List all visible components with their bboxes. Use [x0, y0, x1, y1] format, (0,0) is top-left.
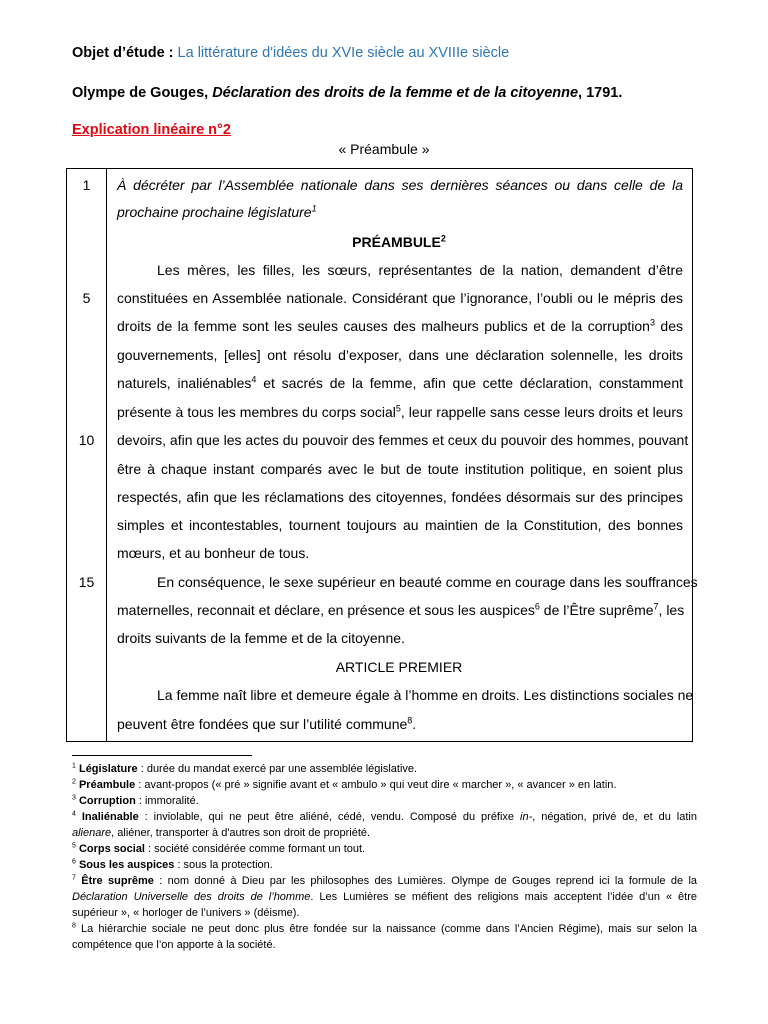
- text-span: .: [412, 716, 417, 732]
- text-table: [66, 168, 698, 742]
- footnote-text: : immoralité.: [135, 795, 199, 807]
- footnote-continued: [72, 890, 697, 905]
- footnote-line: [72, 810, 697, 825]
- footnote: [72, 778, 697, 793]
- text-line: [117, 317, 683, 335]
- footnote-text: . Les Lumières se méfient des religions mais acceptent l’idée d’un « être: [310, 891, 698, 903]
- text-span: , les: [658, 602, 685, 618]
- footnote-text: La hiérarchie sociale ne peut donc plus être fondée sur la naissance (comme dans l’Ancien Régime), mais sur selon la: [75, 923, 697, 935]
- footnote: [72, 842, 697, 857]
- text-line: être à chaque instant comparés avec le but de toute institution politique, en soient plus: [117, 461, 683, 477]
- footnote-separator: [72, 755, 252, 756]
- author-line: [72, 84, 622, 102]
- work-title: Déclaration des droits de la femme et de la citoyenne: [212, 85, 579, 101]
- text-span: droits de la femme sont les seules causes des malheurs publics et de la corruption: [117, 318, 650, 334]
- footnote-text: , négation, privé de, et du latin: [532, 811, 697, 823]
- objet-label: Objet d’étude :: [72, 45, 174, 61]
- text-span: prochaine prochaine législature: [117, 204, 312, 220]
- text-line: mœurs, et au bonheur de tous.: [117, 545, 310, 561]
- objet-etude: [72, 44, 509, 62]
- footnote: [72, 858, 697, 873]
- objet-value: La littérature d'idées du XVIe siècle au XVIIIe siècle: [177, 45, 510, 61]
- footnote-text: : durée du mandat exercé par une assemblée législative.: [137, 763, 418, 775]
- footnote-ref: 1: [311, 203, 317, 214]
- footnote: [72, 922, 697, 937]
- explication-title: Explication linéaire n°2: [72, 122, 231, 138]
- footnote-ref: 2: [440, 233, 446, 244]
- text-span: de l’Être suprême: [539, 602, 654, 618]
- footnote-number: 6: [72, 858, 76, 866]
- footnote-term: Corps social: [78, 843, 145, 855]
- footnote-line: [72, 922, 697, 937]
- footnote-text: : nom donné à Dieu par les philosophes des Lumières. Olympe de Gouges reprend ici la formule de la: [153, 875, 697, 887]
- text-line: respectés, afin que les réclamations des citoyennes, fondées désormais sur des principes: [117, 489, 683, 505]
- work-year: , 1791.: [578, 85, 623, 101]
- footnote: [72, 874, 697, 889]
- footnote-term: Inaliénable: [81, 811, 139, 823]
- footnote-ref: 3: [649, 317, 655, 328]
- text-line: À décréter par l’Assemblée nationale dans ses dernières séances ou dans celle de la: [117, 177, 683, 193]
- text-line: devoirs, afin que les actes du pouvoir des femmes et ceux du pouvoir des hommes, pouvant: [117, 432, 689, 448]
- text-line: Les mères, les filles, les sœurs, représentantes de la nation, demandent d’être: [157, 262, 683, 278]
- footnote-term: Corruption: [78, 795, 136, 807]
- footnote-ref: 8: [407, 715, 413, 726]
- footnote-number: 4: [72, 810, 76, 818]
- footnote-number: 8: [72, 922, 76, 930]
- footnote-number: 7: [72, 874, 76, 882]
- text-line: La femme naît libre et demeure égale à l’homme en droits. Les distinctions sociales ne: [157, 687, 694, 703]
- footnote-term: Être suprême: [81, 875, 154, 887]
- text-span: maternelles, reconnait et déclare, en présence et sous les auspices: [117, 602, 535, 618]
- text-line: [117, 374, 683, 392]
- text-line: En conséquence, le sexe supérieur en beauté comme en courage dans les souffrances: [157, 574, 698, 590]
- text-line: constituées en Assemblée nationale. Considérant que l’ignorance, l’oubli ou le mépris des: [117, 290, 683, 306]
- footnote-text: : inviolable, qui ne peut être aliéné, cédé, vendu. Composé du préfixe: [138, 811, 521, 823]
- text-line: droits suivants de la femme et de la citoyenne.: [117, 630, 405, 646]
- footnote-text: in-: [520, 811, 533, 823]
- footnote-text: , aliéner, transporter à d'autres son droit de propriété.: [111, 827, 371, 839]
- footnote-number: 3: [72, 794, 76, 802]
- preambule-heading: « Préambule »: [338, 141, 430, 157]
- text-span: présente à tous les membres du corps social: [117, 404, 396, 420]
- footnote-term: Législature: [78, 763, 138, 775]
- text-span: naturels, inaliénables: [117, 375, 252, 391]
- footnote-ref: 7: [653, 601, 659, 612]
- footnote-continued: [72, 826, 697, 841]
- text-line: gouvernements, [elles] ont résolu d’exposer, dans une déclaration solennelle, les droits: [117, 347, 683, 363]
- footnote-continued: supérieur », « horloger de l’univers » (déisme).: [72, 907, 300, 919]
- footnote-line: [72, 874, 697, 889]
- text-line: [117, 403, 683, 421]
- footnote-term: Sous les auspices: [78, 859, 175, 871]
- footnote-term: Préambule: [78, 779, 136, 791]
- line-number: 15: [78, 574, 95, 590]
- text-line: simples et incontestables, tournent toujours au maintien de la Constitution, des bonnes: [117, 517, 683, 533]
- footnote-ref: 5: [395, 403, 401, 414]
- article-title: ARTICLE PREMIER: [335, 659, 463, 675]
- column-divider: [106, 169, 107, 741]
- footnote-number: 1: [72, 762, 76, 770]
- section-title: [107, 233, 691, 251]
- footnote-text: : avant-propos (« pré » signifie avant et « ambulo » qui veut dire « marcher », « avancer » en latin.: [135, 779, 617, 791]
- text-line: [117, 715, 683, 733]
- footnote: [72, 810, 697, 825]
- text-span: des: [654, 318, 683, 334]
- line-number: 1: [82, 177, 91, 193]
- text-span: peuvent être fondées que sur l’utilité commune: [117, 716, 408, 732]
- footnote-continued: compétence que l’on apporte à la société.: [72, 939, 276, 951]
- text-line: [117, 601, 683, 619]
- footnote: [72, 794, 697, 809]
- footnote-text: : sous la protection.: [174, 859, 273, 871]
- footnote-text: alienare: [72, 827, 112, 839]
- footnote-number: 5: [72, 842, 76, 850]
- line-number: 5: [82, 290, 91, 306]
- footnote-ref: 6: [534, 601, 540, 612]
- footnote-ref: 4: [251, 374, 257, 385]
- text-line: [117, 203, 683, 221]
- author-name: Olympe de Gouges,: [72, 85, 209, 101]
- text-span: , leur rappelle sans cesse leurs droits et leurs: [400, 404, 683, 420]
- footnote-line: [72, 890, 697, 905]
- footnote-text: Déclaration Universelle des droits de l’homme: [72, 891, 311, 903]
- footnote-number: 2: [72, 778, 76, 786]
- footnote-text: : société considérée comme formant un tout.: [145, 843, 366, 855]
- line-number: 10: [78, 432, 95, 448]
- text-span: et sacrés de la femme, afin que cette déclaration, constamment: [256, 375, 683, 391]
- title-text: PRÉAMBULE: [352, 234, 441, 250]
- footnote: [72, 762, 697, 777]
